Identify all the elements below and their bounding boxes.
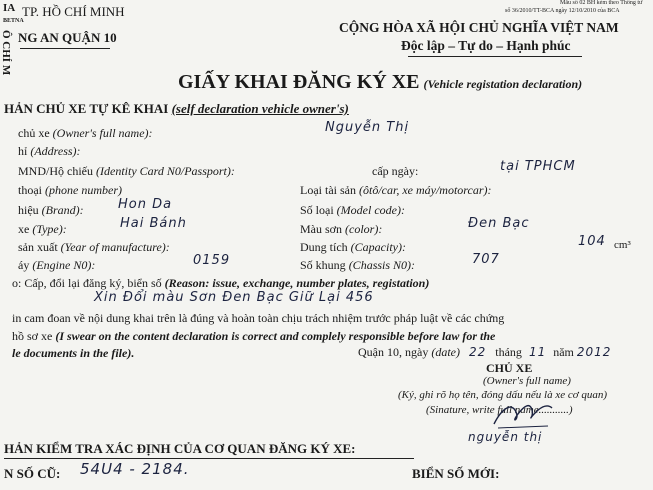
engine-value: 0159 bbox=[193, 253, 231, 268]
form-note-2: số 36/2010/TT-BCA ngày 12/10/2010 của BCA bbox=[505, 8, 620, 14]
new-plate-label: BIỂN SỐ MỚI: bbox=[412, 466, 500, 481]
owner-row bbox=[18, 126, 153, 141]
id-label-en: (Identity Card N0/Passport): bbox=[96, 164, 235, 178]
date-year: 2012 bbox=[576, 345, 612, 359]
capacity-label-en: (Capacity): bbox=[350, 240, 406, 254]
type-value: Hai Bánh bbox=[120, 216, 187, 231]
brand-label: hiệu bbox=[18, 203, 39, 217]
address-row bbox=[18, 144, 81, 159]
header-agency-underline bbox=[20, 48, 110, 49]
declaration-line-3: le documents in the file). bbox=[12, 346, 135, 360]
address-label-en: (Address): bbox=[30, 144, 81, 158]
owner-sign-note-en: (Sinature, write full name...........) bbox=[426, 404, 573, 416]
date-day: 22 bbox=[468, 345, 487, 359]
section2-underline bbox=[4, 458, 414, 459]
motto: Độc lập – Tự do – Hạnh phúc bbox=[401, 38, 571, 53]
id-label: MND/Hộ chiếu bbox=[18, 164, 93, 178]
id-issue-label: cấp ngày: bbox=[372, 164, 419, 178]
asset-type-row bbox=[300, 183, 492, 198]
brand-label-en: (Brand): bbox=[41, 203, 84, 217]
chassis-value: 707 bbox=[472, 252, 500, 267]
section1-heading bbox=[4, 101, 349, 117]
date-label-en: (date) bbox=[431, 345, 460, 359]
form-title-sub: (Vehicle registation declaration) bbox=[423, 77, 583, 91]
chassis-label-en: (Chassis N0): bbox=[348, 258, 416, 272]
capacity-unit: cm³ bbox=[614, 239, 631, 251]
phone-row bbox=[18, 183, 122, 198]
signature-name: nguyễn thị bbox=[468, 430, 543, 444]
model-label-en: (Model code): bbox=[336, 203, 405, 217]
declaration-line-2a: hồ sơ xe bbox=[12, 329, 53, 343]
reason-row bbox=[12, 276, 429, 291]
id-row bbox=[18, 164, 235, 179]
address-label: hỉ bbox=[18, 144, 28, 158]
margin-stamp-text-2: BETNA bbox=[3, 18, 24, 24]
asset-type-label: Loại tài sản bbox=[300, 183, 356, 197]
owner-sign-title-en: (Owner's full name) bbox=[483, 375, 571, 387]
header-city: TP. HỒ CHÍ MINH bbox=[22, 4, 125, 19]
type-label: xe bbox=[18, 222, 30, 236]
chassis-label: Số khung bbox=[300, 258, 346, 272]
reason-label-en: (Reason: issue, exchange, number plates, registation) bbox=[164, 276, 430, 290]
owner-label: chủ xe bbox=[18, 126, 50, 140]
declaration-line-1: in cam đoan về nội dung khai trên là đúng và hoàn toàn chịu trách nhiệm trước pháp luật về các chứng bbox=[12, 311, 505, 325]
reason-value: Xin Đổi màu Sơn Đen Bạc Giữ Lại 456 bbox=[94, 290, 374, 305]
section2-heading: HẢN KIỂM TRA XÁC ĐỊNH CỦA CƠ QUAN ĐĂNG KÝ XE: bbox=[4, 441, 356, 456]
section1-heading-en: (self declaration vehicle owner's) bbox=[171, 101, 349, 116]
owner-sign-note: (Ký, ghi rõ họ tên, đóng dấu nếu là xe cơ quan) bbox=[398, 389, 608, 401]
motto-underline bbox=[408, 56, 582, 57]
capacity-row bbox=[300, 240, 406, 255]
owner-sign-title: CHỦ XE bbox=[486, 361, 533, 375]
old-plate-label: N SỐ CŨ: bbox=[4, 466, 61, 481]
color-value: Đen Bạc bbox=[468, 216, 530, 231]
form-title bbox=[178, 71, 582, 94]
type-label-en: (Type): bbox=[32, 222, 67, 236]
model-label: Số loại bbox=[300, 203, 334, 217]
margin-stamp bbox=[0, 0, 24, 76]
reason-label: o: Cấp, đổi lại đăng ký, biển số bbox=[12, 276, 162, 290]
chassis-row bbox=[300, 258, 415, 273]
section1-heading-vi: HẢN CHỦ XE TỰ KÊ KHAI bbox=[4, 101, 169, 116]
phone-label: thoại bbox=[18, 183, 42, 197]
id-issue-value: tại TPHCM bbox=[500, 159, 576, 174]
date-prefix: Quận 10, ngày bbox=[358, 345, 429, 359]
brand-value: Hon Da bbox=[118, 197, 173, 212]
phone-label-en: (phone number) bbox=[45, 183, 122, 197]
form-note-1: Mẫu số 02 BH kèm theo Thông tư bbox=[560, 0, 643, 6]
brand-row bbox=[18, 203, 84, 218]
declaration-line-2 bbox=[12, 329, 495, 344]
date-month: 11 bbox=[528, 345, 547, 359]
year-row bbox=[18, 240, 170, 255]
color-label: Màu sơn bbox=[300, 222, 343, 236]
engine-label: áy bbox=[18, 258, 30, 272]
engine-label-en: (Engine N0): bbox=[32, 258, 96, 272]
margin-stamp-text-3: Ô CHÍ M bbox=[0, 30, 12, 76]
model-row bbox=[300, 203, 405, 218]
signature-graphic bbox=[488, 394, 558, 434]
date-month-label: tháng bbox=[495, 345, 522, 359]
declaration-date bbox=[358, 345, 611, 360]
color-label-en: (color): bbox=[345, 222, 383, 236]
year-label-en: (Year of manufacture): bbox=[60, 240, 170, 254]
engine-row bbox=[18, 258, 95, 273]
capacity-value: 104 bbox=[578, 234, 606, 249]
owner-value: Nguyễn Thị bbox=[325, 120, 410, 135]
date-year-label: năm bbox=[553, 345, 574, 359]
color-row bbox=[300, 222, 382, 237]
republic-heading: CỘNG HÒA XÃ HỘI CHỦ NGHĨA VIỆT NAM bbox=[339, 20, 619, 35]
form-title-main: GIẤY KHAI ĐĂNG KÝ XE bbox=[178, 71, 420, 93]
margin-stamp-text-1: IA bbox=[3, 2, 16, 14]
capacity-label: Dung tích bbox=[300, 240, 348, 254]
owner-label-en: (Owner's full name): bbox=[52, 126, 153, 140]
old-plate-value: 54U4 - 2184. bbox=[80, 460, 190, 478]
asset-type-label-en: (ôtô/car, xe máy/motorcar): bbox=[358, 183, 492, 197]
header-agency: NG AN QUẬN 10 bbox=[18, 30, 117, 45]
declaration-line-2b: (I swear on the content declaration is correct and complely responsible before law for the bbox=[55, 329, 496, 343]
type-row bbox=[18, 222, 67, 237]
year-label: sản xuất bbox=[18, 240, 58, 254]
